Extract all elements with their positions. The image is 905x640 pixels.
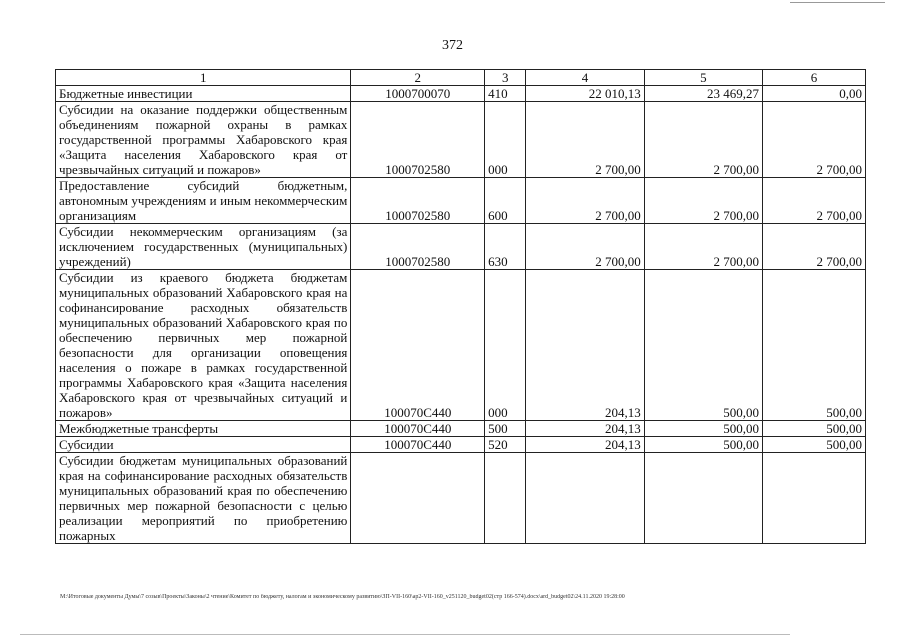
row-value-2 [644, 453, 762, 544]
row-kvr: 630 [485, 224, 526, 270]
row-code: 1000702580 [351, 102, 485, 178]
header-col-3: 3 [485, 70, 526, 86]
row-kvr: 500 [485, 421, 526, 437]
row-code: 1000702580 [351, 178, 485, 224]
row-value-3: 2 700,00 [763, 224, 866, 270]
row-value-3: 500,00 [763, 270, 866, 421]
footer-file-path: M:\Итоговые документы Думы\7 созыв\Проекты\Законы\2 чтение\Комитет по бюджету, налогам и экономическому развитию\ЗП-VII-160\ар2-VII-160_v251120_budget02(стр 166-574).docx\ard_budget02\24.11.2020 19:28:00 [60, 594, 625, 600]
table-row [56, 178, 866, 224]
row-code: 1000700070 [351, 86, 485, 102]
row-value-2: 500,00 [644, 270, 762, 421]
row-name: Субсидии некоммерческим организациям (за исключением государственных (муниципальных) учреждений) [56, 224, 351, 270]
row-value-3 [763, 453, 866, 544]
row-value-1 [526, 453, 644, 544]
row-kvr: 000 [485, 270, 526, 421]
row-code: 100070С440 [351, 421, 485, 437]
row-name: Межбюджетные трансферты [56, 421, 351, 437]
row-value-2: 2 700,00 [644, 178, 762, 224]
row-name: Предоставление субсидий бюджетным, автономным учреждениям и иным некоммерческим организациям [56, 178, 351, 224]
row-value-1: 2 700,00 [526, 178, 644, 224]
table-row [56, 102, 866, 178]
row-value-3: 2 700,00 [763, 102, 866, 178]
row-value-2: 23 469,27 [644, 86, 762, 102]
row-kvr: 520 [485, 437, 526, 453]
row-value-3: 500,00 [763, 437, 866, 453]
row-name: Субсидии бюджетам муниципальных образований края на софинансирование расходных обязательств муниципальных образований края по обеспечению первичных мер пожарной безопасности с целью реализации мероприятий по приобретению пожарных [56, 453, 351, 544]
row-value-3: 2 700,00 [763, 178, 866, 224]
row-code: 100070С440 [351, 437, 485, 453]
header-col-1: 1 [56, 70, 351, 86]
row-code: 1000702580 [351, 224, 485, 270]
row-value-1: 2 700,00 [526, 102, 644, 178]
row-value-1: 22 010,13 [526, 86, 644, 102]
header-col-5: 5 [644, 70, 762, 86]
row-name: Субсидии на оказание поддержки общественным объединениям пожарной охраны в рамках государственной программы Хабаровского края «Защита населения Хабаровского края от чрезвычайных ситуаций и пожаров» [56, 102, 351, 178]
row-value-2: 2 700,00 [644, 102, 762, 178]
row-value-2: 500,00 [644, 421, 762, 437]
row-value-3: 500,00 [763, 421, 866, 437]
row-name: Субсидии из краевого бюджета бюджетам муниципальных образований Хабаровского края на софинансирование расходных обязательств муниципальных образований Хабаровского края по обеспечению первичных мер пожарной безопасности для организации оповещения населения о пожаре в рамках государственной программы Хабаровского края «Защита населения Хабаровского края от чрезвычайных ситуаций и пожаров» [56, 270, 351, 421]
row-code: 100070С440 [351, 270, 485, 421]
row-value-2: 500,00 [644, 437, 762, 453]
table-row [56, 86, 866, 102]
row-name: Бюджетные инвестиции [56, 86, 351, 102]
row-value-1: 204,13 [526, 270, 644, 421]
row-kvr [485, 453, 526, 544]
table-row [56, 421, 866, 437]
table-row [56, 453, 866, 544]
row-kvr: 600 [485, 178, 526, 224]
bottom-rule [20, 634, 790, 635]
row-value-1: 204,13 [526, 421, 644, 437]
row-value-1: 2 700,00 [526, 224, 644, 270]
budget-table [55, 69, 866, 544]
page-number: 372 [442, 38, 463, 53]
table-row [56, 270, 866, 421]
row-value-2: 2 700,00 [644, 224, 762, 270]
row-code [351, 453, 485, 544]
header-col-2: 2 [351, 70, 485, 86]
table-row [56, 437, 866, 453]
header-col-4: 4 [526, 70, 644, 86]
row-name: Субсидии [56, 437, 351, 453]
row-kvr: 000 [485, 102, 526, 178]
top-rule [790, 2, 885, 3]
header-col-6: 6 [763, 70, 866, 86]
table-header-row [56, 70, 866, 86]
row-value-1: 204,13 [526, 437, 644, 453]
table-row [56, 224, 866, 270]
row-kvr: 410 [485, 86, 526, 102]
row-value-3: 0,00 [763, 86, 866, 102]
